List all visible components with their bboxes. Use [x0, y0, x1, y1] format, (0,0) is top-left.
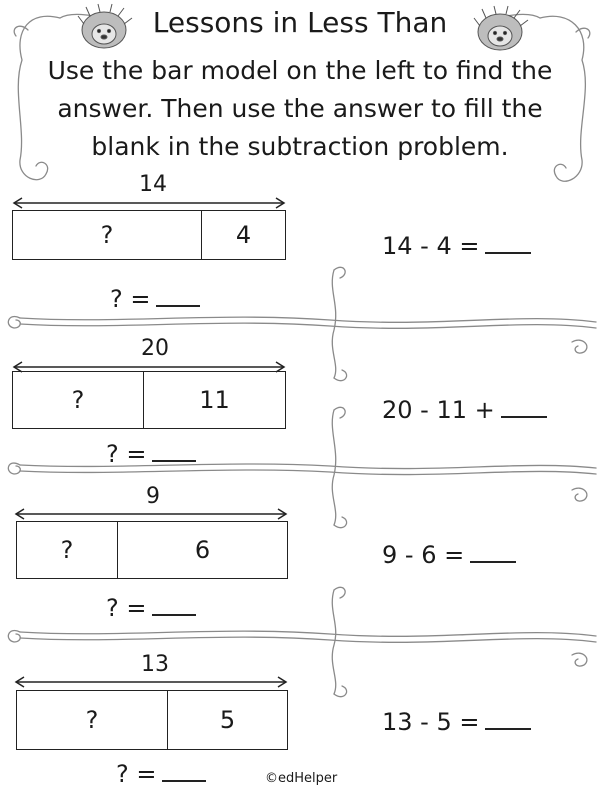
answer-prompt: ? = [106, 594, 147, 622]
answer-line [110, 283, 200, 313]
answer-prompt: ? = [106, 440, 147, 468]
answer-prompt: ? = [110, 285, 151, 313]
total-label: 20 [141, 336, 169, 361]
answer-prompt: ? = [116, 760, 157, 788]
known-segment: 11 [143, 372, 285, 428]
equation [382, 394, 547, 424]
answer-blank[interactable] [152, 438, 196, 462]
instructions: Use the bar model on the left to find the answer. Then use the answer to fill the blank in the subtraction problem. [47, 56, 553, 161]
equation-blank[interactable] [485, 230, 531, 254]
problem-2 [0, 334, 600, 484]
known-segment: 4 [201, 211, 285, 259]
total-label: 9 [146, 484, 160, 509]
bar-model [12, 210, 286, 260]
equation [382, 539, 516, 569]
bar-model [12, 371, 286, 429]
double-arrow-icon [12, 196, 286, 210]
bar-model [16, 521, 288, 579]
equation-blank[interactable] [501, 394, 547, 418]
page-title: Lessons in Less Than [152, 6, 448, 39]
hedgehog-mascot-icon [468, 4, 532, 54]
equation-text: 13 - 5 = [382, 708, 480, 736]
answer-blank[interactable] [162, 758, 206, 782]
known-segment: 6 [117, 522, 287, 578]
equation-blank[interactable] [470, 539, 516, 563]
total-label: 13 [141, 652, 169, 677]
equation [382, 230, 531, 260]
equation [382, 706, 531, 736]
equation-blank[interactable] [485, 706, 531, 730]
unknown-segment: ? [71, 386, 85, 414]
equation-text: 14 - 4 = [382, 232, 480, 260]
unknown-segment: ? [85, 706, 99, 734]
double-arrow-icon [14, 675, 288, 689]
answer-line [116, 758, 206, 788]
copyright-credit: ©edHelper [265, 771, 338, 786]
total-label: 14 [139, 172, 167, 197]
known-segment: 5 [167, 691, 287, 749]
answer-line [106, 592, 196, 622]
equation-text: 9 - 6 = [382, 541, 465, 569]
hedgehog-mascot-icon [72, 2, 136, 52]
answer-line [106, 438, 196, 468]
answer-blank[interactable] [156, 283, 200, 307]
problem-3 [0, 484, 600, 634]
unknown-segment: ? [100, 221, 114, 249]
double-arrow-icon [14, 507, 288, 521]
problem-1 [0, 170, 600, 320]
unknown-segment: ? [60, 536, 74, 564]
equation-text: 20 - 11 + [382, 396, 495, 424]
bar-model [16, 690, 288, 750]
answer-blank[interactable] [152, 592, 196, 616]
